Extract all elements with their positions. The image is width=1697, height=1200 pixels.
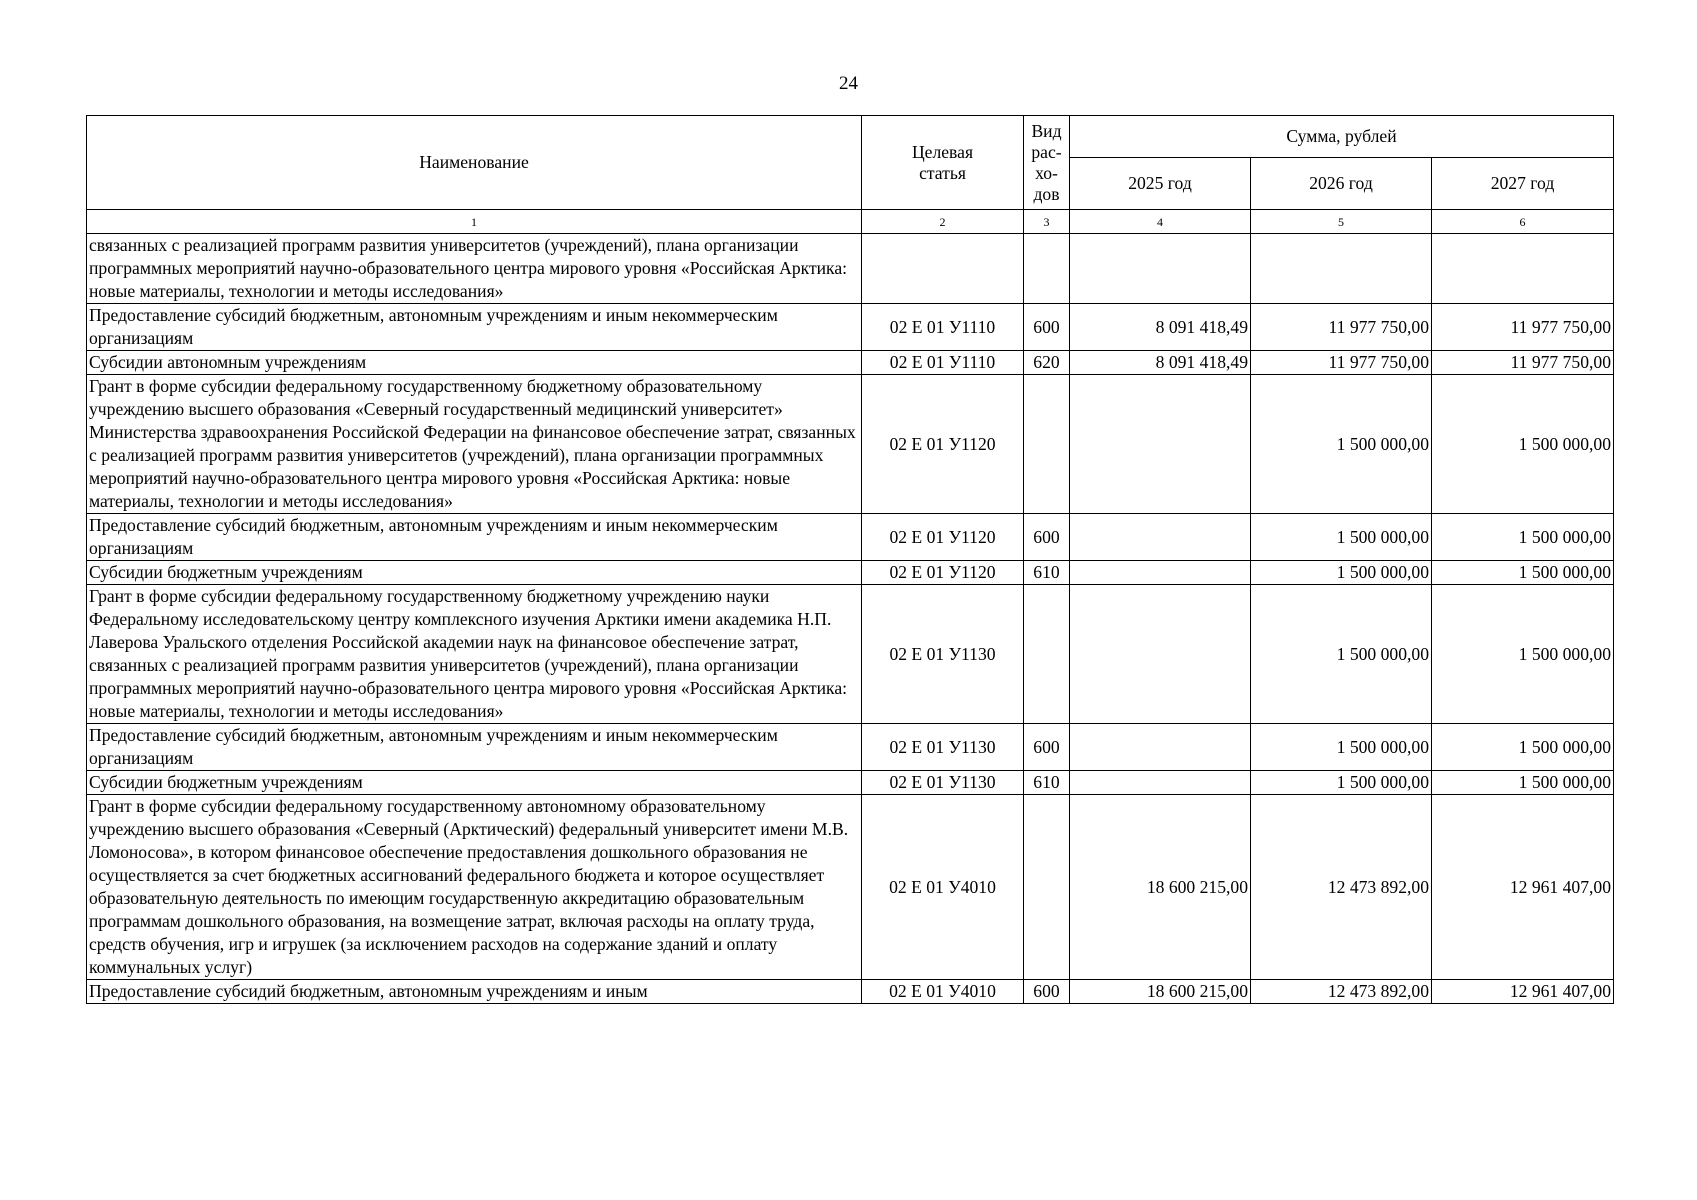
header-sum: Сумма, рублей (1070, 116, 1614, 158)
cell-target-code: 02 Е 01 У1110 (862, 351, 1024, 375)
cell-amount-2025: 8 091 418,49 (1070, 304, 1251, 351)
cell-amount-2025 (1070, 514, 1251, 561)
cell-amount-2026: 11 977 750,00 (1251, 304, 1432, 351)
cell-expense-kind: 610 (1024, 771, 1070, 795)
cell-amount-2027: 11 977 750,00 (1432, 351, 1614, 375)
cell-expense-kind: 600 (1024, 514, 1070, 561)
cell-amount-2027: 1 500 000,00 (1432, 724, 1614, 771)
header-target (862, 116, 1024, 210)
cell-amount-2026: 12 473 892,00 (1251, 980, 1432, 1004)
cell-name: Субсидии бюджетным учреждениям (87, 771, 862, 795)
cell-amount-2027: 1 500 000,00 (1432, 585, 1614, 724)
cell-amount-2027 (1432, 234, 1614, 304)
page-number: 24 (839, 73, 858, 94)
cell-amount-2025 (1070, 724, 1251, 771)
header-kind-line: хо- (1035, 162, 1058, 183)
table-row (87, 304, 1614, 351)
cell-name: Грант в форме субсидии федеральному государственному бюджетному учреждению науки Федеральному исследовательскому центру комплексного изучения Арктики имени академика Н.П. Лаверова Уральского отделения Российской академии наук на финансовое обеспечение затрат, связанных с реализацией программ развития университетов (учреждений), плана организации программных мероприятий научно-образовательного центра мирового уровня «Российская Арктика: новые материалы, технологии и методы исследования» (87, 585, 862, 724)
column-number: 5 (1251, 210, 1432, 234)
cell-amount-2027: 1 500 000,00 (1432, 771, 1614, 795)
cell-target-code: 02 Е 01 У4010 (862, 980, 1024, 1004)
cell-target-code: 02 Е 01 У1110 (862, 304, 1024, 351)
header-kind (1024, 116, 1070, 210)
cell-expense-kind (1024, 795, 1070, 980)
cell-expense-kind: 600 (1024, 980, 1070, 1004)
cell-name: Грант в форме субсидии федеральному государственному бюджетному образовательному учреждению высшего образования «Северный государственный медицинский университет» Министерства здравоохранения Российской Федерации на финансовое обеспечение затрат, связанных с реализацией программ развития университетов (учреждений), плана организации программных мероприятий научно-образовательного центра мирового уровня «Российская Арктика: новые материалы, технологии и методы исследования» (87, 375, 862, 514)
cell-target-code: 02 Е 01 У1120 (862, 561, 1024, 585)
cell-expense-kind: 600 (1024, 304, 1070, 351)
cell-target-code: 02 Е 01 У1120 (862, 375, 1024, 514)
table-row (87, 585, 1614, 724)
cell-amount-2027: 1 500 000,00 (1432, 375, 1614, 514)
column-number-row (87, 210, 1614, 234)
column-number: 1 (87, 210, 862, 234)
column-number: 2 (862, 210, 1024, 234)
cell-expense-kind: 620 (1024, 351, 1070, 375)
cell-expense-kind: 610 (1024, 561, 1070, 585)
column-number: 4 (1070, 210, 1251, 234)
header-2025: 2025 год (1070, 158, 1251, 210)
table-row (87, 375, 1614, 514)
header-target-text: Целевая статья (911, 141, 974, 183)
header-2027: 2027 год (1432, 158, 1614, 210)
cell-expense-kind: 600 (1024, 724, 1070, 771)
table-row (87, 514, 1614, 561)
cell-amount-2027: 1 500 000,00 (1432, 561, 1614, 585)
budget-table (86, 115, 1614, 1004)
table-row (87, 351, 1614, 375)
cell-amount-2026: 11 977 750,00 (1251, 351, 1432, 375)
header-name: Наименование (87, 116, 862, 210)
cell-amount-2025 (1070, 585, 1251, 724)
cell-amount-2026: 1 500 000,00 (1251, 561, 1432, 585)
cell-name: Субсидии бюджетным учреждениям (87, 561, 862, 585)
cell-amount-2025 (1070, 771, 1251, 795)
cell-amount-2027: 12 961 407,00 (1432, 980, 1614, 1004)
cell-amount-2026 (1251, 234, 1432, 304)
cell-amount-2027: 1 500 000,00 (1432, 514, 1614, 561)
cell-amount-2026: 1 500 000,00 (1251, 375, 1432, 514)
cell-amount-2025 (1070, 234, 1251, 304)
cell-amount-2026: 1 500 000,00 (1251, 514, 1432, 561)
table-row (87, 795, 1614, 980)
cell-target-code: 02 Е 01 У1130 (862, 724, 1024, 771)
table-row (87, 771, 1614, 795)
cell-target-code: 02 Е 01 У4010 (862, 795, 1024, 980)
cell-target-code: 02 Е 01 У1130 (862, 585, 1024, 724)
cell-name: Грант в форме субсидии федеральному государственному автономному образовательному учреждению высшего образования «Северный (Арктический) федеральный университет имени М.В. Ломоносова», в котором финансовое обеспечение предоставления дошкольного образования не осуществляется за счет бюджетных ассигнований федерального бюджета и которое осуществляет образовательную деятельность по имеющим государственную аккредитацию образовательным программам дошкольного образования, на возмещение затрат, включая расходы на оплату труда, средств обучения, игр и игрушек (за исключением расходов на содержание зданий и оплату коммунальных услуг) (87, 795, 862, 980)
cell-target-code (862, 234, 1024, 304)
cell-amount-2026: 1 500 000,00 (1251, 585, 1432, 724)
cell-target-code: 02 Е 01 У1120 (862, 514, 1024, 561)
cell-amount-2025 (1070, 375, 1251, 514)
table-body (87, 234, 1614, 1004)
cell-amount-2026: 1 500 000,00 (1251, 771, 1432, 795)
header-kind-line: Вид (1031, 120, 1062, 141)
table-row (87, 724, 1614, 771)
header-kind-line: рас- (1031, 141, 1062, 162)
cell-amount-2025: 8 091 418,49 (1070, 351, 1251, 375)
cell-amount-2027: 11 977 750,00 (1432, 304, 1614, 351)
column-number: 3 (1024, 210, 1070, 234)
cell-name: Субсидии автономным учреждениям (87, 351, 862, 375)
header-2026: 2026 год (1251, 158, 1432, 210)
cell-amount-2025 (1070, 561, 1251, 585)
cell-name: Предоставление субсидий бюджетным, автономным учреждениям и иным некоммерческим организациям (87, 514, 862, 561)
column-number: 6 (1432, 210, 1614, 234)
cell-target-code: 02 Е 01 У1130 (862, 771, 1024, 795)
cell-expense-kind (1024, 375, 1070, 514)
cell-name: связанных с реализацией программ развития университетов (учреждений), плана организации программных мероприятий научно-образовательного центра мирового уровня «Российская Арктика: новые материалы, технологии и методы исследования» (87, 234, 862, 304)
table-row (87, 234, 1614, 304)
cell-amount-2025: 18 600 215,00 (1070, 795, 1251, 980)
header-kind-line: дов (1033, 183, 1060, 204)
cell-name: Предоставление субсидий бюджетным, автономным учреждениям и иным некоммерческим организациям (87, 724, 862, 771)
cell-name: Предоставление субсидий бюджетным, автономным учреждениям и иным некоммерческим организациям (87, 304, 862, 351)
cell-amount-2025: 18 600 215,00 (1070, 980, 1251, 1004)
table-header (87, 116, 1614, 234)
cell-expense-kind (1024, 585, 1070, 724)
cell-amount-2027: 12 961 407,00 (1432, 795, 1614, 980)
cell-expense-kind (1024, 234, 1070, 304)
table-row (87, 561, 1614, 585)
cell-name: Предоставление субсидий бюджетным, автономным учреждениям и иным (87, 980, 862, 1004)
cell-amount-2026: 12 473 892,00 (1251, 795, 1432, 980)
table-row (87, 980, 1614, 1004)
cell-amount-2026: 1 500 000,00 (1251, 724, 1432, 771)
